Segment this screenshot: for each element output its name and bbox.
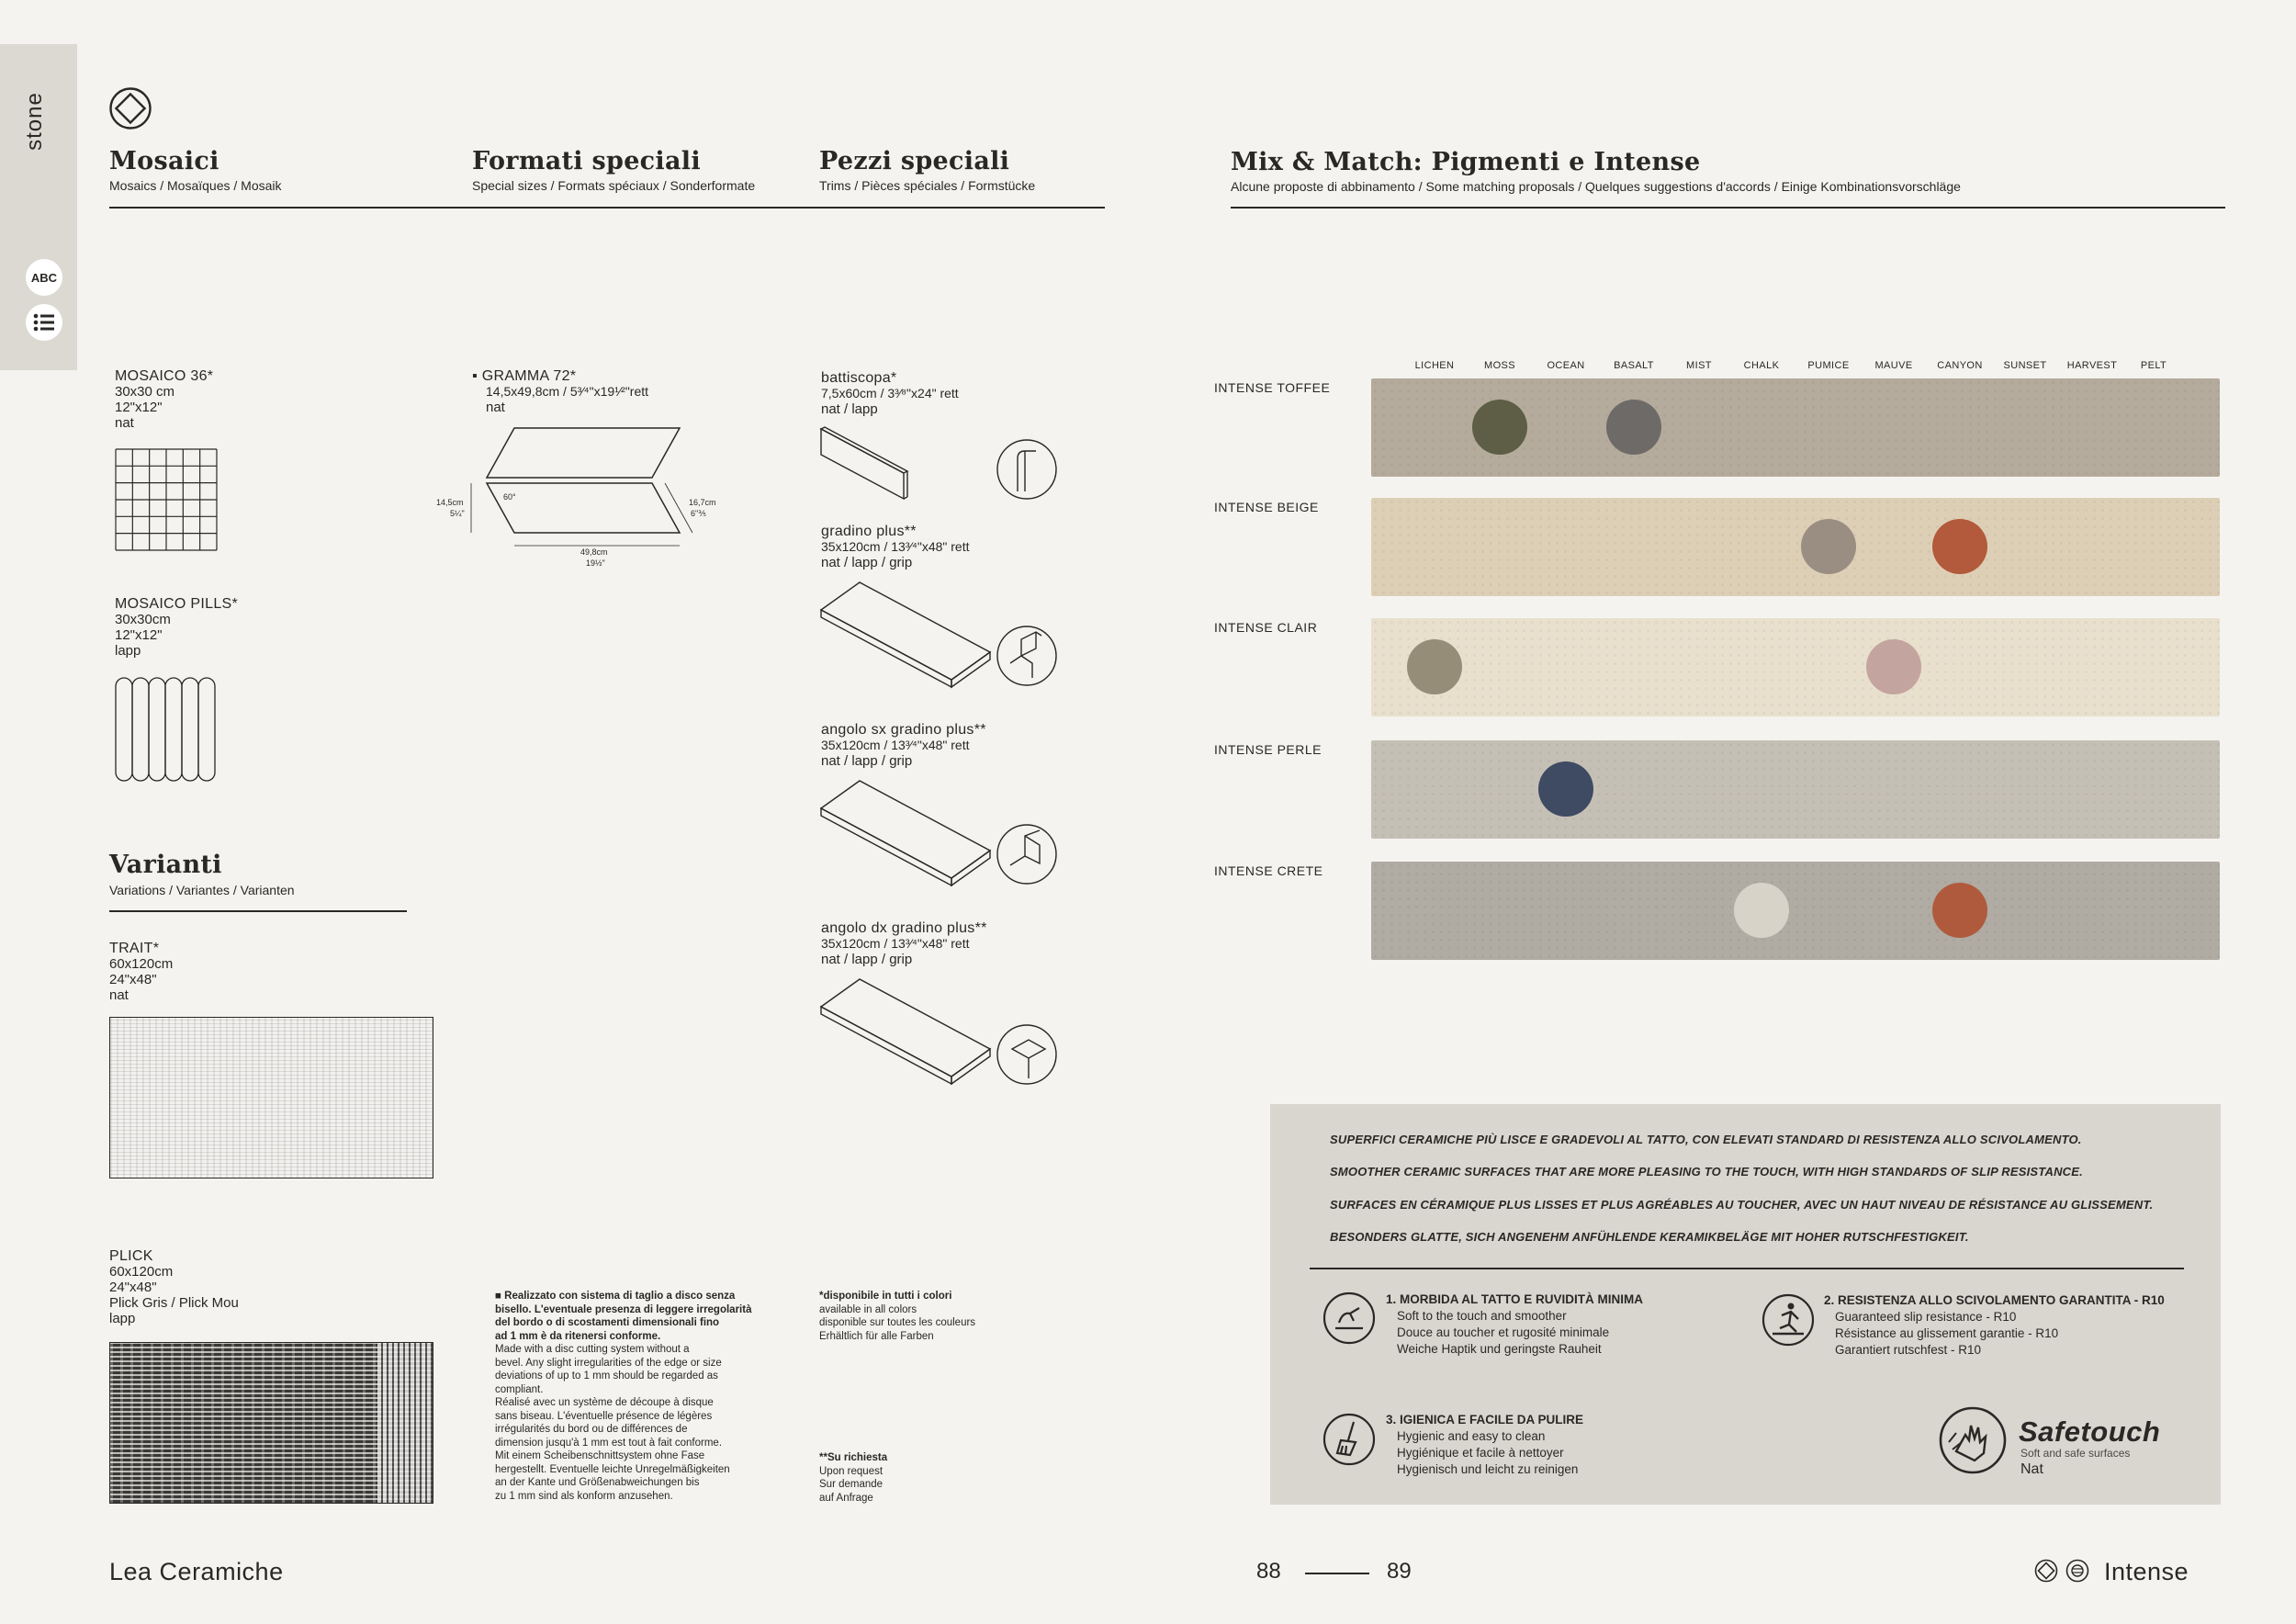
gramma-dim-left: 14,5cm (436, 498, 464, 507)
pigment-label: HARVEST (2066, 360, 2118, 371)
safetouch-finish: Nat (2020, 1461, 2043, 1477)
panel-line-de: BESONDERS GLATTE, SICH ANGENEHM ANFÜHLENDE KERAMIKBELÄGE MIT HOHER RUTSCHFESTIGKEIT. (1330, 1230, 1969, 1244)
note-line: Made with a disc cutting system without a (495, 1344, 690, 1355)
availability-note: *disponibile in tutti i colori available in all colors disponible sur toutes les couleurs Erhältlich für alle Farben (819, 1290, 1021, 1343)
note-line: bisello. L'eventuale presenza di leggere irregolarità (495, 1303, 752, 1315)
gramma-dim-left-inch: 5¼" (450, 509, 465, 518)
intense-color-strip (1371, 862, 2220, 960)
note-line: ad 1 mm è da ritenersi conforme. (495, 1330, 661, 1342)
pigment-dot (1734, 883, 1789, 938)
pigment-label: BASALT (1614, 360, 1654, 371)
request-note: **Su richiesta Upon request Sur demande auf Anfrage (819, 1451, 1021, 1505)
mosaici-subtitle: Mosaics / Mosaïques / Mosaik (109, 178, 282, 193)
formati-subtitle: Special sizes / Formats spéciaux / Sonderformate (472, 178, 756, 193)
angolo-dx-drawing (819, 976, 1067, 1090)
pigment-label: MIST (1686, 360, 1712, 371)
note-line: Réalisé avec un système de découpe à disque (495, 1397, 714, 1408)
note-line: irrégularités du bord ou de différences de (495, 1424, 688, 1435)
gramma-angle: 60° (503, 492, 516, 502)
pigment-dot (1472, 400, 1527, 455)
pezzo-angolo-dx: angolo dx gradino plus** 35x120cm / 13³⁄⁴"x48" rett nat / lapp / grip (821, 920, 987, 967)
note-line: sans biseau. L'éventuelle présence de légères (495, 1410, 713, 1422)
broom-icon (1322, 1413, 1376, 1471)
stone-category-icon (2065, 1559, 2089, 1587)
pezzo-angolo-sx: angolo sx gradino plus** 35x120cm / 13³⁄⁴"x48" rett nat / lapp / grip (821, 722, 986, 769)
panel-rule (1310, 1268, 2184, 1269)
diamond-logo-icon (108, 86, 152, 135)
gramma-dim-right-inch: 6"⅗ (691, 509, 706, 518)
footer-brand: Lea Ceramiche (109, 1558, 284, 1585)
angolo-sx-drawing (819, 777, 1067, 892)
pigment-label: SUNSET (2003, 360, 2047, 371)
varianti-rule (109, 910, 407, 912)
intense-color-strip (1371, 618, 2220, 716)
intense-color-strip (1371, 498, 2220, 596)
gramma-dim-bottom: 49,8cm (580, 547, 608, 557)
page-number-right: 89 (1387, 1559, 1412, 1584)
intense-color-strip (1371, 740, 2220, 839)
note-line: compliant. (495, 1383, 544, 1395)
intense-row-label: INTENSE CRETE (1214, 863, 1323, 878)
pigment-dot (1538, 761, 1593, 817)
pigment-label: PUMICE (1807, 360, 1850, 371)
intense-row-label: INTENSE PERLE (1214, 742, 1322, 757)
pezzi-title: Pezzi speciali (819, 147, 1010, 175)
gradino-plus-drawing (819, 579, 1067, 694)
note-line: ■ Realizzato con sistema di taglio a disco senza (495, 1291, 736, 1302)
left-header-rule (109, 207, 1105, 209)
pigment-header-row (1370, 360, 2219, 378)
trait-texture-image (109, 1017, 433, 1179)
feature-soft-touch: 1. MORBIDA AL TATTO E RUVIDITÀ MINIMA Soft to the touch and smoother Douce au toucher et rugosité minimale Weiche Haptik und geringste Rauheit (1386, 1292, 1643, 1356)
gramma-dim-right: 16,7cm (689, 498, 716, 507)
pigment-label: CHALK (1743, 360, 1780, 371)
formati-title: Formati speciali (472, 147, 701, 175)
intense-row-label: INTENSE CLAIR (1214, 620, 1318, 635)
note-line: bevel. Any slight irregularities of the edge or size (495, 1357, 722, 1369)
gramma-72: ▪ GRAMMA 72* 14,5x49,8cm / 5³⁄⁴"x19¹⁄²"rett nat (472, 368, 649, 415)
plick-texture-image (109, 1342, 433, 1504)
note-line: Sur demande (819, 1479, 884, 1490)
note-line: deviations of up to 1 mm should be regarded as (495, 1370, 718, 1382)
varianti-title: Varianti (109, 851, 222, 879)
pigment-dot (1407, 639, 1462, 694)
note-line: auf Anfrage (819, 1492, 873, 1504)
battiscopa-drawing (819, 425, 1067, 508)
mosaico-pills: MOSAICO PILLS* 30x30cm 12"x12" lapp (115, 596, 239, 659)
footer-diamond-logo-icon (2034, 1559, 2058, 1587)
gramma-72-drawing (432, 424, 735, 576)
mix-subtitle: Alcune proposte di abbinamento / Some matching proposals / Quelques suggestions d'accords / Einige Kombinationsvorschläge (1231, 179, 1961, 194)
note-line: hergestellt. Eventuelle leichte Unregelmäßigkeiten (495, 1463, 730, 1475)
pigment-label: MOSS (1484, 360, 1515, 371)
pezzo-battiscopa: battiscopa* 7,5x60cm / 3³⁄⁸"x24" rett nat / lapp (821, 370, 959, 417)
pigment-label: CANYON (1937, 360, 1983, 371)
side-tab-category[interactable]: stone (21, 92, 47, 151)
page-number-left: 88 (1256, 1559, 1281, 1584)
intense-row-label: INTENSE BEIGE (1214, 500, 1319, 514)
pigment-label: PELT (2140, 360, 2167, 371)
abc-icon[interactable]: ABC (26, 259, 62, 296)
panel-line-it: SUPERFICI CERAMICHE PIÙ LISCE E GRADEVOLI AL TATTO, CON ELEVATI STANDARD DI RESISTENZA ALLO SCIVOLAMENTO. (1330, 1133, 2082, 1146)
gramma-dim-bottom-inch: 19½" (586, 558, 605, 568)
pigment-dot (1932, 883, 1987, 938)
note-line: an der Kante und Größenabweichungen bis (495, 1477, 700, 1488)
intense-row-label: INTENSE TOFFEE (1214, 380, 1331, 395)
feature-slip-resistance: 2. RESISTENZA ALLO SCIVOLAMENTO GARANTITA - R10 Guaranteed slip resistance - R10 Résistance au glissement garantie - R10 Garantiert rutschfest - R10 (1824, 1293, 2165, 1357)
pigment-label: MAUVE (1874, 360, 1913, 371)
note-line: Mit einem Scheibenschnittsystem ohne Fase (495, 1450, 705, 1461)
mosaico-36: MOSAICO 36* 30x30 cm 12"x12" nat (115, 368, 214, 431)
mosaici-title: Mosaici (109, 147, 219, 175)
feature-hygienic: 3. IGIENICA E FACILE DA PULIRE Hygienic and easy to clean Hygiénique et facile à nettoyer Hygienisch und leicht zu reinigen (1386, 1413, 1584, 1476)
pezzo-gradino-plus: gradino plus** 35x120cm / 13³⁄⁴"x48" rett nat / lapp / grip (821, 524, 970, 570)
variant-trait: TRAIT* 60x120cm 24"x48" nat (109, 941, 174, 1003)
mix-title: Mix & Match: Pigmenti e Intense (1231, 148, 1701, 176)
safetouch-tagline: Soft and safe surfaces (2020, 1447, 2131, 1460)
slip-person-icon (1761, 1293, 1815, 1351)
mix-match-matrix (1214, 378, 2224, 966)
page-number-separator (1305, 1573, 1369, 1574)
pigment-label: OCEAN (1547, 360, 1585, 371)
list-icon[interactable] (26, 304, 62, 341)
hand-touch-icon (1322, 1291, 1376, 1349)
mosaico-36-grid-drawing (115, 448, 218, 556)
pezzi-subtitle: Trims / Pièces spéciales / Formstücke (819, 178, 1036, 193)
pigment-label: LICHEN (1414, 360, 1455, 371)
pigment-dot (1606, 400, 1661, 455)
safetouch-brand: Safetouch (2019, 1415, 2161, 1448)
pigment-dot (1866, 639, 1921, 694)
right-header-rule (1231, 207, 2225, 209)
note-line: Upon request (819, 1465, 884, 1477)
panel-line-en: SMOOTHER CERAMIC SURFACES THAT ARE MORE PLEASING TO THE TOUCH, WITH HIGH STANDARDS OF SLIP RESISTANCE. (1330, 1165, 2083, 1179)
pigment-dot (1801, 519, 1856, 574)
note-line: Erhältlich für alle Farben (819, 1330, 934, 1342)
disc-cutting-note (495, 1290, 771, 1503)
note-line: zu 1 mm sind als konform anzusehen. (495, 1490, 673, 1502)
mosaico-pills-drawing (115, 677, 219, 786)
note-line: available in all colors (819, 1303, 917, 1315)
note-line: disponible sur toutes les couleurs (819, 1317, 976, 1328)
footer-collection: Intense (2104, 1558, 2189, 1585)
note-line: dimension jusqu'à 1 mm est tout à fait conforme. (495, 1437, 723, 1449)
panel-line-fr: SURFACES EN CÉRAMIQUE PLUS LISSES ET PLUS AGRÉABLES AU TOUCHER, AVEC UN HAUT NIVEAU DE RÉSISTANCE AU GLISSEMENT. (1330, 1198, 2154, 1212)
pigment-dot (1932, 519, 1987, 574)
variant-plick: PLICK 60x120cm 24"x48" Plick Gris / Plick Mou lapp (109, 1248, 239, 1326)
safetouch-hand-icon (1938, 1405, 2008, 1480)
note-line: del bordo o di scostamenti dimensionali fino (495, 1317, 720, 1328)
varianti-subtitle: Variations / Variantes / Varianten (109, 883, 295, 897)
